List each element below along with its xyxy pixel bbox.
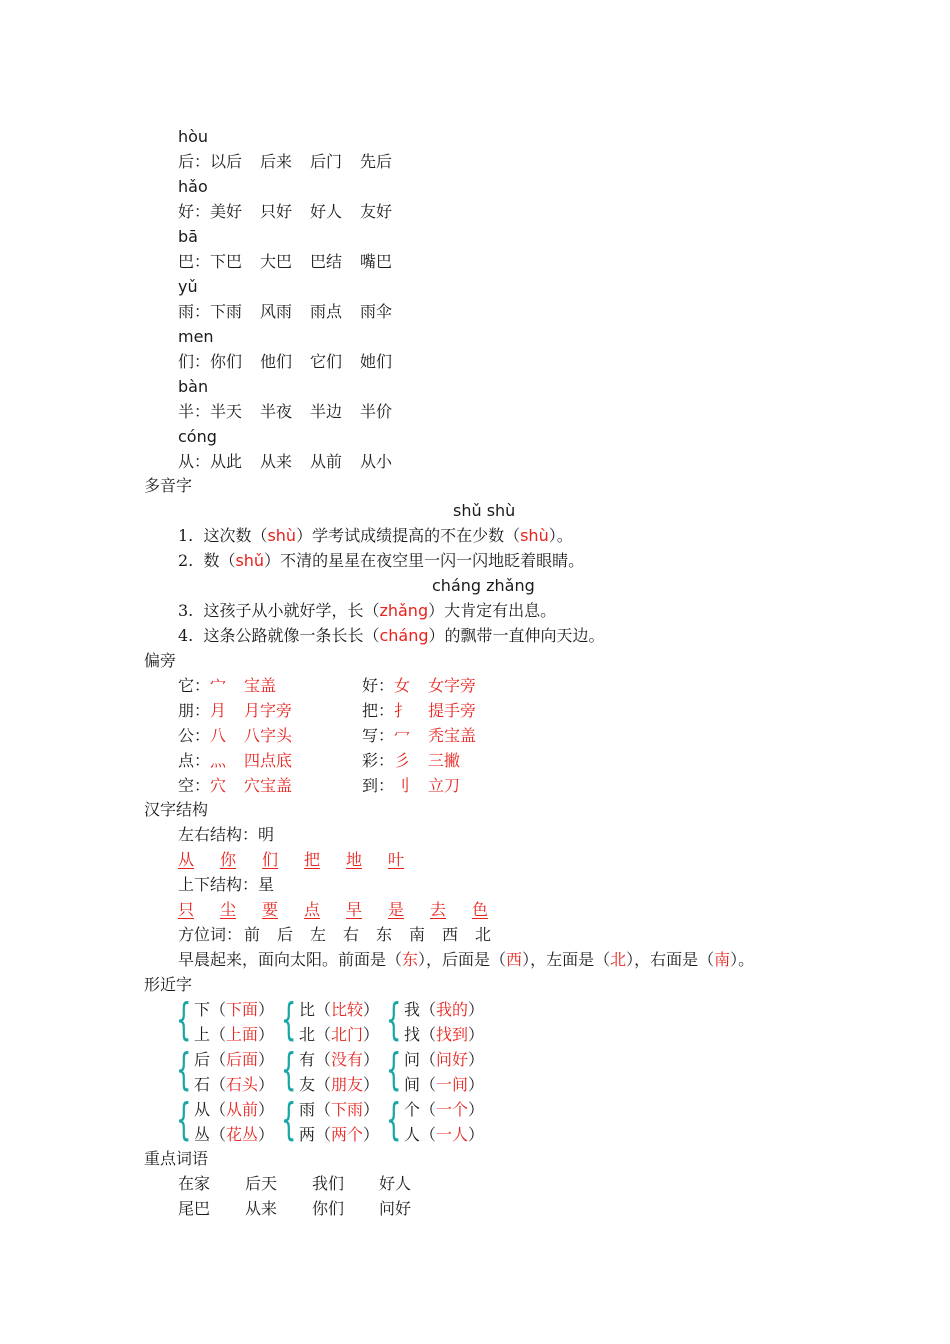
brace-icon: { [386,1094,402,1145]
sentence-text: ），后面是（ [418,950,507,969]
brace-icon: { [386,1044,402,1095]
radical-name: 提手旁 [428,701,477,720]
word-char: 雨 [178,302,195,321]
sentence-text: 早晨起来，面向太阳。前面是（ [178,950,403,969]
similar-char-line [194,1023,274,1047]
answer-pinyin: cháng [379,626,429,645]
similar-char: 两（ [299,1125,332,1144]
similar-word: 我的 [436,1000,469,1019]
answer-pinyin: shù [267,526,297,545]
word-row: 们：你们 他们 它们 她们 [178,350,410,374]
brace-icon: { [386,994,402,1045]
similar-char: 石（ [194,1075,227,1094]
similar-close: ） [258,1000,275,1019]
radical-row [362,724,476,748]
similar-word: 两个 [331,1125,364,1144]
brace-icon: { [176,1094,192,1145]
polyphone-sentence-1 [178,524,573,548]
polyphone-sentence-2 [178,549,584,573]
similar-char: 我（ [404,1000,437,1019]
answer-pinyin: shǔ [235,551,265,570]
key-word: 问好 [379,1199,412,1218]
similar-close: ） [363,1000,380,1019]
structure-char: 去 [430,900,447,919]
similar-close: ） [468,1025,485,1044]
brace-icon: { [176,994,192,1045]
radical-glyph: 灬 [210,751,227,770]
radical-row [178,724,292,748]
radical-row [362,699,476,723]
radical-row [178,699,292,723]
similar-char-line [299,1023,379,1047]
radical-glyph: 扌 [394,701,411,720]
similar-char: 友（ [299,1075,332,1094]
word-item: 它们 [310,352,343,371]
radical-char: 公： [178,726,211,745]
radical-char: 点： [178,751,211,770]
radical-row [362,774,460,798]
polyphone-sentence-3 [178,599,556,623]
similar-close: ） [468,1100,485,1119]
word-item: 半天 [210,402,243,421]
structure-char: 叶 [388,850,405,869]
radical-name: 四点底 [244,751,293,770]
sentence-number: 3. [178,601,194,620]
radical-glyph: 彡 [394,751,411,770]
structure-char: 尘 [220,900,237,919]
word-item: 巴结 [310,252,343,271]
radical-name: 月字旁 [244,701,293,720]
similar-word: 没有 [331,1050,364,1069]
radical-glyph: 宀 [210,676,227,695]
similar-char: 个（ [404,1100,437,1119]
sentence-number: 4. [178,626,194,645]
structure-char: 早 [346,900,363,919]
brace-icon: { [281,1094,297,1145]
similar-char-group [281,1094,385,1148]
similar-char: 丛（ [194,1125,227,1144]
word-row: 巴：下巴 大巴 巴结 嘴巴 [178,250,410,274]
radical-glyph: 月 [210,701,227,720]
similar-word: 上面 [226,1025,259,1044]
similar-close: ） [363,1050,380,1069]
structure-char: 们 [262,850,279,869]
similar-char-group [281,994,385,1048]
sentence-text: ），右面是（ [626,950,715,969]
word-char: 从 [178,452,195,471]
structure-char: 地 [346,850,363,869]
sentence-number: 1. [178,526,194,545]
direction-word: 前 [244,925,261,944]
similar-close: ） [258,1050,275,1069]
radical-row [178,749,292,773]
similar-char-group [386,1094,490,1148]
key-word: 你们 [312,1199,345,1218]
similar-char-group [176,994,280,1048]
radical-glyph: 女 [394,676,411,695]
key-word: 我们 [312,1174,345,1193]
radical-name: 穴宝盖 [244,776,293,795]
word-pinyin: hǎo [178,177,208,196]
similar-close: ） [258,1025,275,1044]
key-word: 后天 [245,1174,278,1193]
sentence-text: ）不清的星星在夜空里一闪一闪地眨着眼睛。 [264,551,585,570]
radical-name: 三撇 [428,751,461,770]
similar-word: 下面 [226,1000,259,1019]
similar-char-group [176,1094,280,1148]
word-pinyin: yǔ [178,277,198,296]
sentence-text: 数（ [203,551,236,570]
brace-icon: { [176,1044,192,1095]
direction-sentence [178,948,754,972]
similar-word: 问好 [436,1050,469,1069]
similar-close: ） [468,1000,485,1019]
similar-char-line [299,1123,379,1147]
word-item: 先后 [360,152,393,171]
similar-word: 从前 [226,1100,259,1119]
radical-char: 好： [362,676,395,695]
similar-char-line [299,998,379,1022]
similar-char-line [299,1073,379,1097]
radical-glyph: 穴 [210,776,227,795]
similar-char: 上（ [194,1025,227,1044]
sentence-text: 这次数（ [203,526,268,545]
direction-word: 后 [277,925,294,944]
structure-char: 只 [178,900,195,919]
word-char: 半 [178,402,195,421]
word-row: 半：半天 半夜 半边 半价 [178,400,410,424]
word-item: 她们 [360,352,393,371]
radical-char: 把： [362,701,395,720]
word-item: 从小 [360,452,393,471]
similar-char: 后（ [194,1050,227,1069]
similar-char-line [194,998,274,1022]
answer-pinyin: shù [520,526,549,545]
similar-word: 后面 [226,1050,259,1069]
similar-close: ） [363,1025,380,1044]
similar-word: 找到 [436,1025,469,1044]
similar-char-group [281,1044,385,1098]
similar-close: ） [363,1100,380,1119]
sentence-text: ）的飘带一直伸向天边。 [428,626,605,645]
answer-text: 南 [714,950,731,969]
word-item: 半夜 [260,402,293,421]
word-item: 嘴巴 [360,252,393,271]
similar-char-line [404,1048,484,1072]
word-item: 大巴 [260,252,293,271]
similar-char-group [176,1044,280,1098]
similar-char: 人（ [404,1125,437,1144]
radical-row [362,749,460,773]
similar-char-line [194,1123,274,1147]
word-row: 从：从此 从来 从前 从小 [178,450,410,474]
radical-glyph: 冖 [394,726,411,745]
structure-char: 你 [220,850,237,869]
similar-char: 北（ [299,1025,332,1044]
radical-char: 朋： [178,701,211,720]
word-row: 好：美好 只好 好人 友好 [178,200,410,224]
similar-chars-heading: 形近字 [144,975,193,994]
word-item: 后门 [310,152,343,171]
word-pinyin: bā [178,227,198,246]
radical-name: 立刀 [428,776,461,795]
word-item: 只好 [260,202,293,221]
similar-close: ） [258,1075,275,1094]
similar-char: 有（ [299,1050,332,1069]
sentence-text: ）。 [548,526,573,545]
word-item: 从此 [210,452,243,471]
similar-char-line [404,1123,484,1147]
left-right-label: 左右结构：明 [178,825,275,844]
similar-char-line [299,1098,379,1122]
key-word: 在家 [178,1174,211,1193]
polyphone-pinyin-row-1: shǔ shù [453,501,516,520]
radical-name: 八字头 [244,726,293,745]
radical-row [362,674,476,698]
word-char: 巴 [178,252,195,271]
similar-word: 一人 [436,1125,469,1144]
word-item: 从来 [260,452,293,471]
radical-char: 写： [362,726,395,745]
word-item: 下雨 [210,302,243,321]
polyphone-sentence-4 [178,624,605,648]
direction-word: 南 [409,925,426,944]
sentence-text: ）大肯定有出息。 [428,601,557,620]
structure-char: 是 [388,900,405,919]
direction-word: 右 [343,925,360,944]
radical-char: 它： [178,676,211,695]
radical-char: 到： [362,776,395,795]
radical-glyph: 刂 [394,776,411,795]
sentence-number: 2. [178,551,194,570]
radical-name: 宝盖 [244,676,277,695]
answer-text: 西 [506,950,523,969]
word-char: 们 [178,352,195,371]
radical-row [178,674,276,698]
structure-char: 色 [472,900,489,919]
structure-heading: 汉字结构 [144,800,209,819]
radical-char: 空： [178,776,211,795]
word-item: 下巴 [210,252,243,271]
word-item: 从前 [310,452,343,471]
similar-close: ） [468,1125,485,1144]
word-row: 雨：下雨 风雨 雨点 雨伞 [178,300,410,324]
word-item: 后来 [260,152,293,171]
key-word: 好人 [379,1174,412,1193]
similar-char: 从（ [194,1100,227,1119]
direction-word: 左 [310,925,327,944]
structure-char: 要 [262,900,279,919]
polyphone-pinyin-row-2: cháng zhǎng [432,576,535,595]
similar-word: 朋友 [331,1075,364,1094]
similar-close: ） [363,1125,380,1144]
word-pinyin: men [178,327,214,346]
similar-word: 北门 [331,1025,364,1044]
similar-char-line [194,1048,274,1072]
similar-char-group [386,994,490,1048]
word-item: 以后 [210,152,243,171]
sentence-text: 这条公路就像一条长长（ [203,626,380,645]
similar-word: 石头 [226,1075,259,1094]
direction-word: 东 [376,925,393,944]
word-item: 雨伞 [360,302,393,321]
key-word: 从来 [245,1199,278,1218]
sentence-text: ）。 [730,950,755,969]
brace-icon: { [281,1044,297,1095]
word-item: 美好 [210,202,243,221]
similar-char: 下（ [194,1000,227,1019]
similar-close: ） [258,1125,275,1144]
similar-char: 间（ [404,1075,437,1094]
similar-close: ） [468,1075,485,1094]
similar-char-group [386,1044,490,1098]
similar-char: 问（ [404,1050,437,1069]
radical-char: 彩： [362,751,395,770]
word-item: 他们 [260,352,293,371]
word-char: 好 [178,202,195,221]
word-pinyin: cóng [178,427,217,446]
word-item: 风雨 [260,302,293,321]
structure-char: 从 [178,850,195,869]
similar-word: 下雨 [331,1100,364,1119]
word-item: 你们 [210,352,243,371]
similar-char-line [194,1098,274,1122]
direction-words-label: 方位词： [178,925,243,944]
similar-char-line [194,1073,274,1097]
similar-word: 比较 [331,1000,364,1019]
answer-text: 东 [402,950,419,969]
radicals-heading: 偏旁 [144,651,177,670]
similar-word: 一个 [436,1100,469,1119]
radical-name: 秃宝盖 [428,726,477,745]
top-bottom-label: 上下结构：星 [178,875,275,894]
sentence-text: 这孩子从小就好学，长（ [203,601,380,620]
polyphone-heading: 多音字 [144,476,193,495]
word-item: 雨点 [310,302,343,321]
word-pinyin: bàn [178,377,209,396]
word-item: 半价 [360,402,393,421]
similar-char-line [404,1073,484,1097]
similar-char: 比（ [299,1000,332,1019]
sentence-text: ），左面是（ [522,950,611,969]
similar-close: ） [468,1050,485,1069]
word-item: 友好 [360,202,393,221]
answer-text: 北 [610,950,627,969]
key-word: 尾巴 [178,1199,211,1218]
similar-word: 一间 [436,1075,469,1094]
similar-char-line [404,998,484,1022]
structure-char: 把 [304,850,321,869]
radical-name: 女字旁 [428,676,477,695]
similar-char: 雨（ [299,1100,332,1119]
brace-icon: { [281,994,297,1045]
similar-char-line [299,1048,379,1072]
structure-char: 点 [304,900,321,919]
similar-close: ） [363,1075,380,1094]
radical-glyph: 八 [210,726,227,745]
similar-close: ） [258,1100,275,1119]
similar-char: 找（ [404,1025,437,1044]
direction-word: 西 [442,925,459,944]
sentence-text: ）学考试成绩提高的不在少数（ [296,526,521,545]
answer-pinyin: zhǎng [379,601,429,620]
direction-word: 北 [475,925,492,944]
word-char: 后 [178,152,195,171]
word-item: 好人 [310,202,343,221]
word-item: 半边 [310,402,343,421]
similar-char-line [404,1098,484,1122]
word-row: 后：以后 后来 后门 先后 [178,150,410,174]
similar-word: 花丛 [226,1125,259,1144]
similar-char-line [404,1023,484,1047]
radical-row [178,774,292,798]
word-pinyin: hòu [178,127,209,146]
key-words-heading: 重点词语 [144,1149,209,1168]
